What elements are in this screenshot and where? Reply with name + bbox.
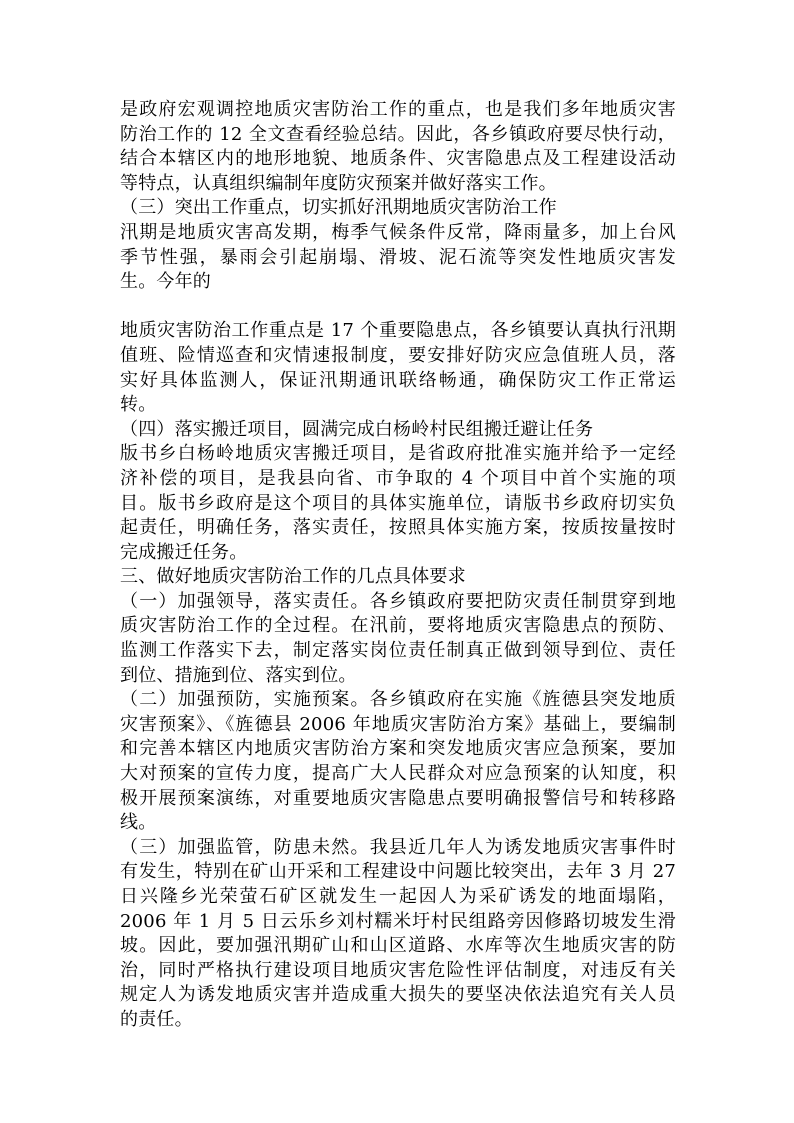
text-line: 结合本辖区内的地形地貌、地质条件、灾害隐患点及工程建设活动 xyxy=(120,148,676,170)
text-line: 质灾害防治工作的全过程。在汛前，要将地质灾害隐患点的预防、 xyxy=(120,615,676,637)
text-line: 完成搬迁任务。 xyxy=(120,541,248,563)
text-line: 济补偿的项目，是我县向省、市争取的 4 个项目中首个实施的项 xyxy=(120,467,676,489)
document-body xyxy=(120,98,676,1033)
text-line: 季节性强，暴雨会引起崩塌、滑坡、泥石流等突发性地质灾害发 xyxy=(120,246,676,268)
text-line: 灾害预案》、《旌德县 2006 年地质灾害防治方案》基础上，要编制 xyxy=(120,713,676,735)
text-line: 防治工作的 12 全文查看经验总结。因此，各乡镇政府要尽快行动， xyxy=(120,123,676,145)
text-line: （四）落实搬迁项目，圆满完成白杨岭村民组搬迁避让任务 xyxy=(120,418,594,440)
text-line: 生。今年的 xyxy=(120,271,211,293)
text-line: （一）加强领导，落实责任。各乡镇政府要把防灾责任制贯穿到地 xyxy=(120,590,676,612)
text-line: 值班、险情巡查和灾情速报制度，要安排好防灾应急值班人员，落 xyxy=(120,344,676,366)
text-line: （二）加强预防，实施预案。各乡镇政府在实施《旌德县突发地质 xyxy=(120,689,676,711)
text-line: 日兴隆乡光荣萤石矿区就发生一起因人为采矿诱发的地面塌陷， xyxy=(120,886,676,907)
text-line: 有发生，特别在矿山开采和工程建设中问题比较突出，去年 3 月 27 xyxy=(120,861,676,883)
text-line: 起责任，明确任务，落实责任，按照具体实施方案，按质按量按时 xyxy=(120,517,676,539)
text-line: 大对预案的宣传力度，提高广大人民群众对应急预案的认知度，积 xyxy=(120,763,676,785)
text-line: 到位、措施到位、落实到位。 xyxy=(120,664,357,686)
paragraph-gap xyxy=(120,295,676,320)
text-line: 线。 xyxy=(120,812,157,834)
text-line: （三）加强监管，防患未然。我县近几年人为诱发地质灾害事件时 xyxy=(120,836,676,858)
text-line: 是政府宏观调控地质灾害防治工作的重点，也是我们多年地质灾害 xyxy=(120,99,676,120)
text-line: 等特点，认真组织编制年度防灾预案并做好落实工作。 xyxy=(120,172,557,194)
text-line: 监测工作落实下去，制定落实岗位责任制真正做到领导到位、责任 xyxy=(120,640,676,662)
text-line: 极开展预案演练，对重要地质灾害隐患点要明确报警信号和转移路 xyxy=(120,787,676,809)
text-line: 转。 xyxy=(120,394,157,416)
text-block-1 xyxy=(120,98,676,295)
text-line: 目。版书乡政府是这个项目的具体实施单位，请版书乡政府切实负 xyxy=(120,492,676,514)
text-line: 2006 年 1 月 5 日云乐乡刘村糯米圩村民组路旁因修路切坡发生滑 xyxy=(120,910,676,932)
text-line: 三、做好地质灾害防治工作的几点具体要求 xyxy=(120,566,466,588)
text-line: 实好具体监测人，保证汛期通讯联络畅通，确保防灾工作正常运 xyxy=(120,369,676,391)
text-line: 的责任。 xyxy=(120,1008,193,1030)
text-line: （三）突出工作重点，切实抓好汛期地质灾害防治工作 xyxy=(120,197,557,219)
text-line: 坡。因此，要加强汛期矿山和山区道路、水库等次生地质灾害的防 xyxy=(120,935,676,957)
text-line: 版书乡白杨岭地质灾害搬迁项目，是省政府批准实施并给予一定经 xyxy=(120,443,676,465)
text-line: 和完善本辖区内地质灾害防治方案和突发地质灾害应急预案，要加 xyxy=(120,738,676,760)
text-line: 汛期是地质灾害高发期，梅季气候条件反常，降雨量多，加上台风 xyxy=(120,221,676,243)
text-line: 地质灾害防治工作重点是 17 个重要隐患点，各乡镇要认真执行汛期 xyxy=(120,320,676,342)
text-block-2 xyxy=(120,319,676,1032)
text-line: 规定人为诱发地质灾害并造成重大损失的要坚决依法追究有关人员 xyxy=(120,984,676,1006)
text-line: 治，同时严格执行建设项目地质灾害危险性评估制度，对违反有关 xyxy=(120,959,676,981)
